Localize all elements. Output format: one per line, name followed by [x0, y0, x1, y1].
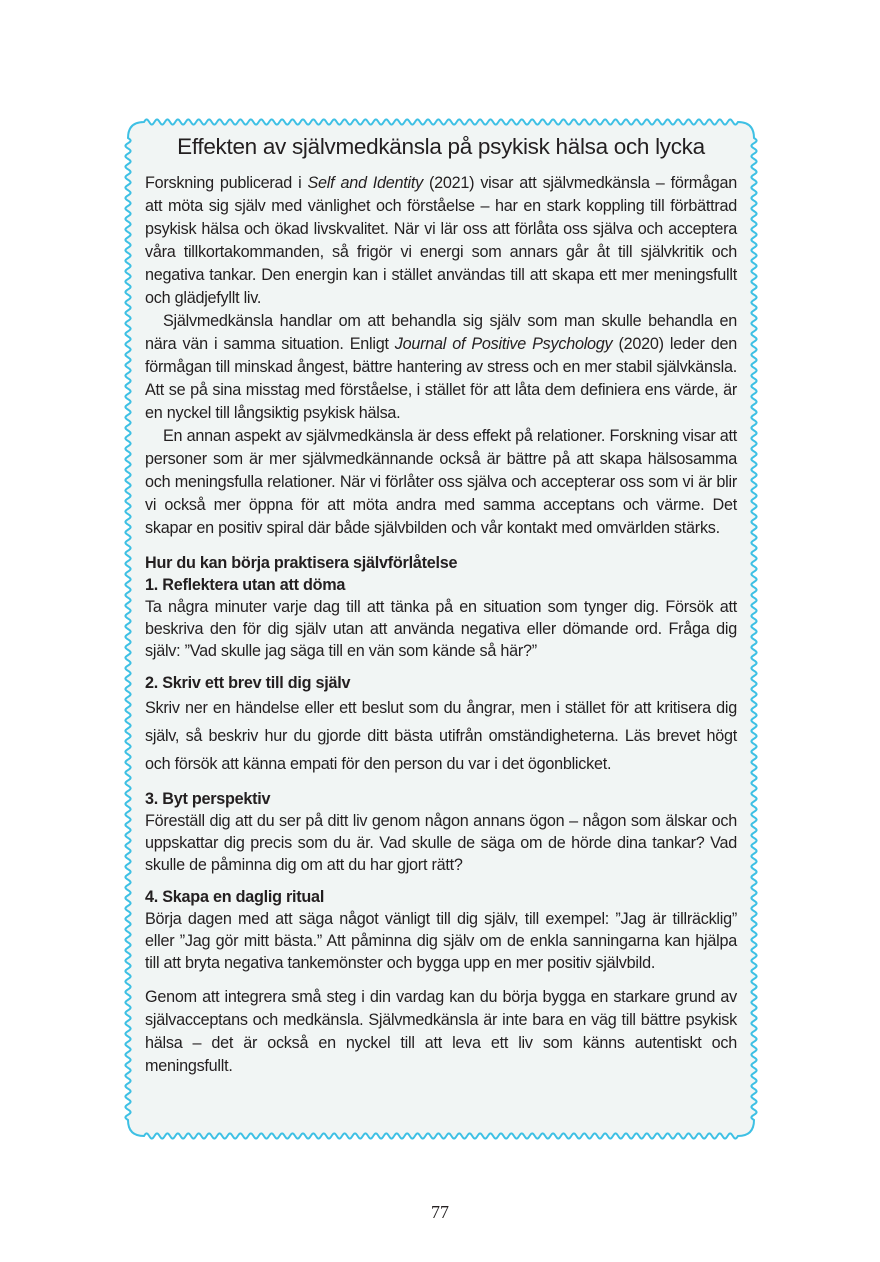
step-2-text: Skriv ner en händelse eller ett beslut som du ångrar, men i stället för att kritisera dig själv, så beskriv hur du gjorde ditt bästa utifrån omständigheterna. Läs brevet högt och försök att känna empati för den person du var i det ögonblicket.	[145, 699, 737, 773]
step-2-heading: 2. Skriv ett brev till dig själv	[145, 674, 351, 692]
step-4-text: Börja dagen med att säga något vänligt till dig själv, till exempel: ”Jag är tillräcklig” eller ”Jag gör mitt bästa.” Att påminna dig själv om de enkla sanningarna kan hjälpa till att bryta negativa tankemönster och bygga upp en mer positiv självbild.	[145, 910, 737, 972]
p2-text-a: Självmedkänsla handlar om att behandla sig själv som man skulle behandla en nära vän i samma situation. Enligt	[145, 312, 737, 353]
p1-text-a: Forskning publicerad i	[145, 174, 308, 192]
paragraph-1	[145, 172, 737, 310]
step-3-heading: 3. Byt perspektiv	[145, 790, 271, 808]
step-1-heading: 1. Reflektera utan att döma	[145, 576, 346, 594]
paragraph-3: En annan aspekt av självmedkänsla är dess effekt på relationer. Forskning visar att personer som är mer självmedkännande också är bättre på att skapa hälsosamma och meningsfulla relationer. När vi förlåter oss själva och accepterar oss som vi är blir vi också mer öppna för att möta andra med samma acceptans och värme. Det skapar en positiv spiral där både självbilden och vår kontakt med omvärlden stärks.	[145, 427, 737, 537]
step-3-text: Föreställ dig att du ser på ditt liv genom någon annans ögon – någon som älskar och uppskattar dig precis som du är. Vad skulle de säga om de hörde dina tankar? Vad skulle de påminna dig om att du har gjort rätt?	[145, 812, 737, 874]
step-1-text: Ta några minuter varje dag till att tänka på en situation som tynger dig. Försök att beskriva den för dig själv utan att använda negativa eller dömande ord. Fråga dig själv: ”Vad skulle jag säga till en vän som kände så här?”	[145, 598, 737, 660]
p2-text-b: (2020) leder den förmågan till minskad ångest, bättre hantering av stress och en mer stabil självkänsla. Att se på sina misstag med förståelse, i stället för att låta dem definiera ens värde, är en nyckel till långsiktig psykisk hälsa.	[145, 335, 737, 422]
citation-self-and-identity: Self and Identity	[307, 174, 423, 192]
p1-text-b: (2021) visar att självmedkänsla – förmågan att möta sig själv med vänlighet och förståelse – har en stark koppling till förbättrad psykisk hälsa och ökad livskvalitet. När vi lär oss att förlåta oss själva och acceptera våra tillkortakommanden, så frigör vi energi som annars går åt till självkritik och negativa tankar. Den energin kan i stället användas till att skapa ett mer meningsfullt och glädjefyllt liv.	[145, 174, 737, 307]
article-box	[145, 130, 737, 1078]
article-title: Effekten av självmedkänsla på psykisk hälsa och lycka	[177, 134, 705, 159]
page-number: 77	[431, 1202, 449, 1222]
citation-journal-positive-psychology: Journal of Positive Psychology	[394, 335, 613, 353]
closing-paragraph: Genom att integrera små steg i din vardag kan du börja bygga en starkare grund av självacceptans och medkänsla. Självmedkänsla är inte bara en väg till bättre psykisk hälsa – det är också en nyckel till att leva ett liv som känns autentiskt och meningsfullt.	[145, 988, 737, 1075]
practice-heading: Hur du kan börja praktisera självförlåtelse	[145, 554, 458, 572]
step-4-heading: 4. Skapa en daglig ritual	[145, 888, 325, 906]
paragraph-2	[145, 310, 737, 425]
